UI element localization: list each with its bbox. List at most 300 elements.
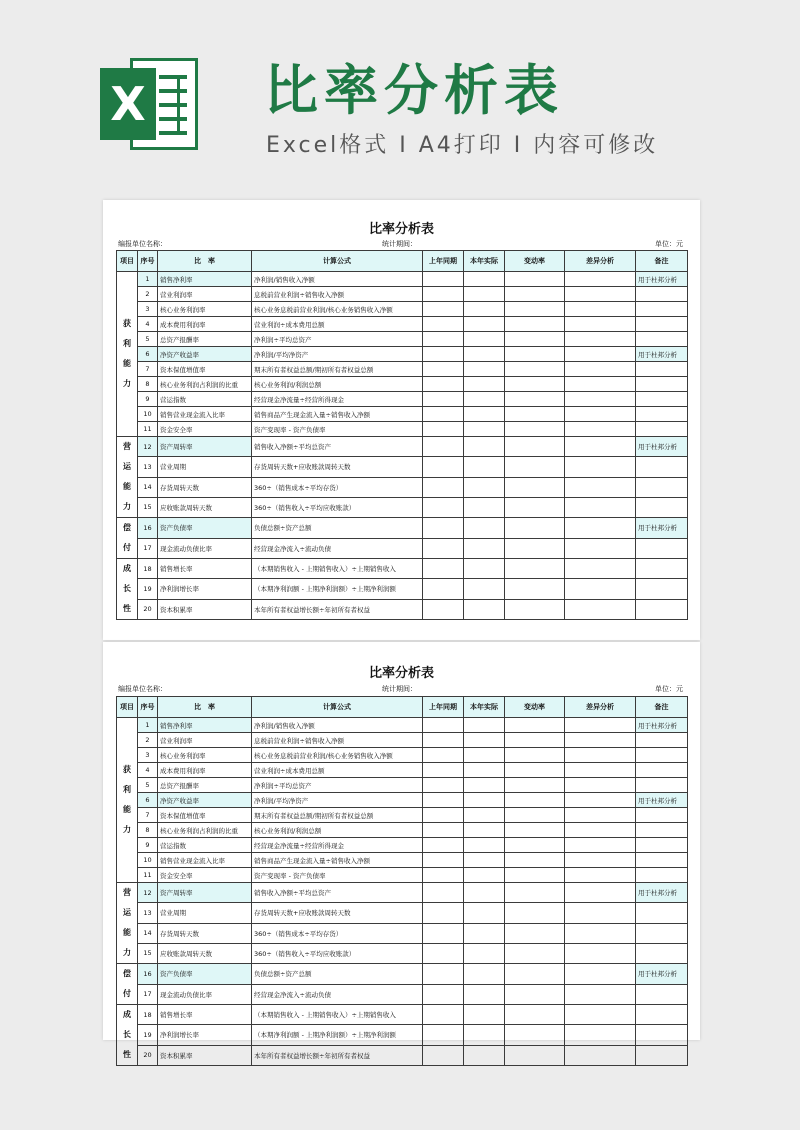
this-year-cell[interactable]	[464, 943, 505, 963]
last-year-cell[interactable]	[423, 868, 464, 883]
change-rate-cell[interactable]	[505, 763, 565, 778]
formula-cell[interactable]: 资产变现率 - 资产负债率	[252, 868, 423, 883]
ratio-name-cell[interactable]: 营业周期	[158, 903, 252, 923]
ratio-name-cell[interactable]: 销售净利率	[158, 718, 252, 733]
this-year-cell[interactable]	[464, 332, 505, 347]
row-number-cell[interactable]: 12	[138, 437, 158, 457]
row-number-cell[interactable]: 12	[138, 883, 158, 903]
row-number-cell[interactable]: 3	[138, 748, 158, 763]
variance-analysis-cell[interactable]	[565, 497, 636, 517]
variance-analysis-cell[interactable]	[565, 778, 636, 793]
change-rate-cell[interactable]	[505, 538, 565, 559]
note-cell[interactable]	[636, 763, 688, 778]
last-year-cell[interactable]	[423, 347, 464, 362]
ratio-name-cell[interactable]: 资本保值增值率	[158, 808, 252, 823]
note-cell[interactable]	[636, 302, 688, 317]
note-cell[interactable]	[636, 838, 688, 853]
note-cell[interactable]	[636, 853, 688, 868]
formula-cell[interactable]: （本期净利润额 - 上期净利润额）÷上期净利润额	[252, 1025, 423, 1045]
ratio-name-cell[interactable]: 成本费用利润率	[158, 317, 252, 332]
this-year-cell[interactable]	[464, 923, 505, 943]
row-number-cell[interactable]: 2	[138, 733, 158, 748]
last-year-cell[interactable]	[423, 392, 464, 407]
ratio-name-cell[interactable]: 净资产收益率	[158, 347, 252, 362]
formula-cell[interactable]: 核心业务息税前营业利润/核心业务销售收入净额	[252, 748, 423, 763]
row-number-cell[interactable]: 20	[138, 1045, 158, 1065]
ratio-name-cell[interactable]: 净利润增长率	[158, 1025, 252, 1045]
change-rate-cell[interactable]	[505, 302, 565, 317]
this-year-cell[interactable]	[464, 392, 505, 407]
change-rate-cell[interactable]	[505, 518, 565, 539]
variance-analysis-cell[interactable]	[565, 923, 636, 943]
last-year-cell[interactable]	[423, 838, 464, 853]
row-number-cell[interactable]: 10	[138, 407, 158, 422]
variance-analysis-cell[interactable]	[565, 718, 636, 733]
row-number-cell[interactable]: 10	[138, 853, 158, 868]
formula-cell[interactable]: 营业利润÷成本费用总额	[252, 317, 423, 332]
ratio-name-cell[interactable]: 营运指数	[158, 838, 252, 853]
change-rate-cell[interactable]	[505, 964, 565, 985]
variance-analysis-cell[interactable]	[565, 287, 636, 302]
this-year-cell[interactable]	[464, 853, 505, 868]
note-cell[interactable]	[636, 477, 688, 497]
ratio-name-cell[interactable]: 应收账款周转天数	[158, 497, 252, 517]
variance-analysis-cell[interactable]	[565, 272, 636, 287]
note-cell[interactable]: 用于杜邦分析	[636, 347, 688, 362]
row-number-cell[interactable]: 19	[138, 579, 158, 599]
last-year-cell[interactable]	[423, 377, 464, 392]
row-number-cell[interactable]: 5	[138, 332, 158, 347]
this-year-cell[interactable]	[464, 302, 505, 317]
last-year-cell[interactable]	[423, 943, 464, 963]
formula-cell[interactable]: 负债总额÷资产总额	[252, 964, 423, 985]
row-number-cell[interactable]: 14	[138, 477, 158, 497]
change-rate-cell[interactable]	[505, 883, 565, 903]
this-year-cell[interactable]	[464, 1025, 505, 1045]
change-rate-cell[interactable]	[505, 823, 565, 838]
row-number-cell[interactable]: 13	[138, 457, 158, 477]
note-cell[interactable]	[636, 362, 688, 377]
row-number-cell[interactable]: 18	[138, 1005, 158, 1025]
ratio-name-cell[interactable]: 核心业务利润率	[158, 748, 252, 763]
last-year-cell[interactable]	[423, 497, 464, 517]
variance-analysis-cell[interactable]	[565, 838, 636, 853]
change-rate-cell[interactable]	[505, 287, 565, 302]
row-number-cell[interactable]: 11	[138, 422, 158, 437]
last-year-cell[interactable]	[423, 883, 464, 903]
ratio-name-cell[interactable]: 销售营业现金流入比率	[158, 853, 252, 868]
last-year-cell[interactable]	[423, 903, 464, 923]
this-year-cell[interactable]	[464, 838, 505, 853]
last-year-cell[interactable]	[423, 808, 464, 823]
last-year-cell[interactable]	[423, 733, 464, 748]
ratio-name-cell[interactable]: 资产负债率	[158, 518, 252, 539]
last-year-cell[interactable]	[423, 823, 464, 838]
last-year-cell[interactable]	[423, 1005, 464, 1025]
last-year-cell[interactable]	[423, 287, 464, 302]
this-year-cell[interactable]	[464, 497, 505, 517]
last-year-cell[interactable]	[423, 317, 464, 332]
change-rate-cell[interactable]	[505, 838, 565, 853]
last-year-cell[interactable]	[423, 599, 464, 619]
this-year-cell[interactable]	[464, 599, 505, 619]
row-number-cell[interactable]: 1	[138, 272, 158, 287]
this-year-cell[interactable]	[464, 823, 505, 838]
this-year-cell[interactable]	[464, 287, 505, 302]
formula-cell[interactable]: 期末所有者权益总额/期初所有者权益总额	[252, 808, 423, 823]
formula-cell[interactable]: （本期净利润额 - 上期净利润额）÷上期净利润额	[252, 579, 423, 599]
this-year-cell[interactable]	[464, 763, 505, 778]
formula-cell[interactable]: 销售收入净额÷平均总资产	[252, 437, 423, 457]
note-cell[interactable]: 用于杜邦分析	[636, 793, 688, 808]
last-year-cell[interactable]	[423, 538, 464, 559]
change-rate-cell[interactable]	[505, 1045, 565, 1065]
this-year-cell[interactable]	[464, 457, 505, 477]
row-number-cell[interactable]: 5	[138, 778, 158, 793]
variance-analysis-cell[interactable]	[565, 964, 636, 985]
this-year-cell[interactable]	[464, 718, 505, 733]
row-number-cell[interactable]: 16	[138, 964, 158, 985]
change-rate-cell[interactable]	[505, 718, 565, 733]
ratio-name-cell[interactable]: 现金流动负债比率	[158, 538, 252, 559]
note-cell[interactable]	[636, 823, 688, 838]
this-year-cell[interactable]	[464, 868, 505, 883]
variance-analysis-cell[interactable]	[565, 903, 636, 923]
ratio-name-cell[interactable]: 营业利润率	[158, 733, 252, 748]
this-year-cell[interactable]	[464, 1045, 505, 1065]
ratio-name-cell[interactable]: 总资产报酬率	[158, 332, 252, 347]
change-rate-cell[interactable]	[505, 1005, 565, 1025]
this-year-cell[interactable]	[464, 407, 505, 422]
variance-analysis-cell[interactable]	[565, 559, 636, 579]
change-rate-cell[interactable]	[505, 853, 565, 868]
change-rate-cell[interactable]	[505, 748, 565, 763]
variance-analysis-cell[interactable]	[565, 317, 636, 332]
formula-cell[interactable]: 净利润/销售收入净额	[252, 272, 423, 287]
row-number-cell[interactable]: 9	[138, 838, 158, 853]
last-year-cell[interactable]	[423, 793, 464, 808]
note-cell[interactable]: 用于杜邦分析	[636, 718, 688, 733]
variance-analysis-cell[interactable]	[565, 392, 636, 407]
note-cell[interactable]	[636, 943, 688, 963]
last-year-cell[interactable]	[423, 407, 464, 422]
variance-analysis-cell[interactable]	[565, 763, 636, 778]
variance-analysis-cell[interactable]	[565, 1045, 636, 1065]
formula-cell[interactable]: 360÷（销售成本÷平均存货）	[252, 923, 423, 943]
formula-cell[interactable]: 经营现金净流量÷经营所得现金	[252, 838, 423, 853]
formula-cell[interactable]: 经营现金净流入÷流动负债	[252, 984, 423, 1005]
formula-cell[interactable]: 净利润/销售收入净额	[252, 718, 423, 733]
ratio-name-cell[interactable]: 存货周转天数	[158, 923, 252, 943]
this-year-cell[interactable]	[464, 347, 505, 362]
this-year-cell[interactable]	[464, 272, 505, 287]
last-year-cell[interactable]	[423, 778, 464, 793]
change-rate-cell[interactable]	[505, 317, 565, 332]
this-year-cell[interactable]	[464, 538, 505, 559]
ratio-name-cell[interactable]: 资本积累率	[158, 599, 252, 619]
this-year-cell[interactable]	[464, 984, 505, 1005]
note-cell[interactable]	[636, 407, 688, 422]
change-rate-cell[interactable]	[505, 362, 565, 377]
variance-analysis-cell[interactable]	[565, 883, 636, 903]
variance-analysis-cell[interactable]	[565, 518, 636, 539]
ratio-name-cell[interactable]: 资本保值增值率	[158, 362, 252, 377]
formula-cell[interactable]: 本年所有者权益增长额÷年初所有者权益	[252, 1045, 423, 1065]
note-cell[interactable]	[636, 778, 688, 793]
formula-cell[interactable]: 净利润÷平均总资产	[252, 332, 423, 347]
variance-analysis-cell[interactable]	[565, 457, 636, 477]
last-year-cell[interactable]	[423, 272, 464, 287]
note-cell[interactable]: 用于杜邦分析	[636, 272, 688, 287]
note-cell[interactable]	[636, 1045, 688, 1065]
change-rate-cell[interactable]	[505, 793, 565, 808]
row-number-cell[interactable]: 1	[138, 718, 158, 733]
note-cell[interactable]	[636, 868, 688, 883]
note-cell[interactable]	[636, 1025, 688, 1045]
row-number-cell[interactable]: 8	[138, 377, 158, 392]
change-rate-cell[interactable]	[505, 437, 565, 457]
note-cell[interactable]	[636, 733, 688, 748]
formula-cell[interactable]: 360÷（销售收入÷平均应收账款）	[252, 497, 423, 517]
last-year-cell[interactable]	[423, 518, 464, 539]
variance-analysis-cell[interactable]	[565, 1005, 636, 1025]
this-year-cell[interactable]	[464, 422, 505, 437]
variance-analysis-cell[interactable]	[565, 579, 636, 599]
ratio-name-cell[interactable]: 存货周转天数	[158, 477, 252, 497]
change-rate-cell[interactable]	[505, 733, 565, 748]
last-year-cell[interactable]	[423, 1025, 464, 1045]
note-cell[interactable]	[636, 317, 688, 332]
variance-analysis-cell[interactable]	[565, 477, 636, 497]
ratio-name-cell[interactable]: 净利润增长率	[158, 579, 252, 599]
ratio-name-cell[interactable]: 销售营业现金流入比率	[158, 407, 252, 422]
ratio-name-cell[interactable]: 资本积累率	[158, 1045, 252, 1065]
note-cell[interactable]	[636, 497, 688, 517]
variance-analysis-cell[interactable]	[565, 853, 636, 868]
variance-analysis-cell[interactable]	[565, 422, 636, 437]
change-rate-cell[interactable]	[505, 778, 565, 793]
variance-analysis-cell[interactable]	[565, 377, 636, 392]
row-number-cell[interactable]: 4	[138, 317, 158, 332]
ratio-name-cell[interactable]: 资金安全率	[158, 422, 252, 437]
row-number-cell[interactable]: 9	[138, 392, 158, 407]
note-cell[interactable]: 用于杜邦分析	[636, 883, 688, 903]
ratio-name-cell[interactable]: 营业利润率	[158, 287, 252, 302]
change-rate-cell[interactable]	[505, 272, 565, 287]
change-rate-cell[interactable]	[505, 923, 565, 943]
variance-analysis-cell[interactable]	[565, 437, 636, 457]
this-year-cell[interactable]	[464, 362, 505, 377]
variance-analysis-cell[interactable]	[565, 407, 636, 422]
row-number-cell[interactable]: 11	[138, 868, 158, 883]
note-cell[interactable]	[636, 923, 688, 943]
row-number-cell[interactable]: 2	[138, 287, 158, 302]
change-rate-cell[interactable]	[505, 457, 565, 477]
formula-cell[interactable]: 销售收入净额÷平均总资产	[252, 883, 423, 903]
last-year-cell[interactable]	[423, 302, 464, 317]
variance-analysis-cell[interactable]	[565, 748, 636, 763]
ratio-name-cell[interactable]: 资产负债率	[158, 964, 252, 985]
note-cell[interactable]	[636, 599, 688, 619]
note-cell[interactable]	[636, 538, 688, 559]
row-number-cell[interactable]: 4	[138, 763, 158, 778]
ratio-name-cell[interactable]: 成本费用利润率	[158, 763, 252, 778]
formula-cell[interactable]: 期末所有者权益总额/期初所有者权益总额	[252, 362, 423, 377]
formula-cell[interactable]: 核心业务利润/利润总额	[252, 823, 423, 838]
variance-analysis-cell[interactable]	[565, 823, 636, 838]
this-year-cell[interactable]	[464, 377, 505, 392]
this-year-cell[interactable]	[464, 964, 505, 985]
formula-cell[interactable]: 息税前营业利润÷销售收入净额	[252, 287, 423, 302]
variance-analysis-cell[interactable]	[565, 347, 636, 362]
this-year-cell[interactable]	[464, 793, 505, 808]
this-year-cell[interactable]	[464, 559, 505, 579]
change-rate-cell[interactable]	[505, 332, 565, 347]
variance-analysis-cell[interactable]	[565, 808, 636, 823]
formula-cell[interactable]: 存货周转天数+应收账款周转天数	[252, 457, 423, 477]
ratio-name-cell[interactable]: 资产周转率	[158, 437, 252, 457]
last-year-cell[interactable]	[423, 763, 464, 778]
change-rate-cell[interactable]	[505, 579, 565, 599]
note-cell[interactable]	[636, 287, 688, 302]
last-year-cell[interactable]	[423, 579, 464, 599]
change-rate-cell[interactable]	[505, 943, 565, 963]
last-year-cell[interactable]	[423, 477, 464, 497]
variance-analysis-cell[interactable]	[565, 599, 636, 619]
this-year-cell[interactable]	[464, 1005, 505, 1025]
last-year-cell[interactable]	[423, 457, 464, 477]
last-year-cell[interactable]	[423, 437, 464, 457]
variance-analysis-cell[interactable]	[565, 362, 636, 377]
ratio-name-cell[interactable]: 总资产报酬率	[158, 778, 252, 793]
change-rate-cell[interactable]	[505, 422, 565, 437]
formula-cell[interactable]: 经营现金净流入÷流动负债	[252, 538, 423, 559]
formula-cell[interactable]: 销售商品产生现金流入量÷销售收入净额	[252, 407, 423, 422]
this-year-cell[interactable]	[464, 903, 505, 923]
last-year-cell[interactable]	[423, 853, 464, 868]
ratio-name-cell[interactable]: 核心业务利润率	[158, 302, 252, 317]
note-cell[interactable]	[636, 984, 688, 1005]
formula-cell[interactable]: （本期销售收入 - 上期销售收入）÷上期销售收入	[252, 1005, 423, 1025]
this-year-cell[interactable]	[464, 317, 505, 332]
last-year-cell[interactable]	[423, 964, 464, 985]
row-number-cell[interactable]: 15	[138, 943, 158, 963]
row-number-cell[interactable]: 7	[138, 808, 158, 823]
note-cell[interactable]: 用于杜邦分析	[636, 964, 688, 985]
change-rate-cell[interactable]	[505, 407, 565, 422]
row-number-cell[interactable]: 14	[138, 923, 158, 943]
formula-cell[interactable]: 负债总额÷资产总额	[252, 518, 423, 539]
variance-analysis-cell[interactable]	[565, 1025, 636, 1045]
change-rate-cell[interactable]	[505, 599, 565, 619]
ratio-name-cell[interactable]: 资金安全率	[158, 868, 252, 883]
change-rate-cell[interactable]	[505, 984, 565, 1005]
formula-cell[interactable]: 销售商品产生现金流入量÷销售收入净额	[252, 853, 423, 868]
variance-analysis-cell[interactable]	[565, 332, 636, 347]
last-year-cell[interactable]	[423, 559, 464, 579]
note-cell[interactable]	[636, 808, 688, 823]
note-cell[interactable]	[636, 903, 688, 923]
note-cell[interactable]	[636, 422, 688, 437]
this-year-cell[interactable]	[464, 733, 505, 748]
note-cell[interactable]	[636, 332, 688, 347]
row-number-cell[interactable]: 19	[138, 1025, 158, 1045]
last-year-cell[interactable]	[423, 718, 464, 733]
note-cell[interactable]	[636, 392, 688, 407]
variance-analysis-cell[interactable]	[565, 793, 636, 808]
formula-cell[interactable]: 本年所有者权益增长额÷年初所有者权益	[252, 599, 423, 619]
last-year-cell[interactable]	[423, 332, 464, 347]
formula-cell[interactable]: （本期销售收入 - 上期销售收入）÷上期销售收入	[252, 559, 423, 579]
ratio-name-cell[interactable]: 核心业务利润占利润的比重	[158, 377, 252, 392]
ratio-name-cell[interactable]: 应收账款周转天数	[158, 943, 252, 963]
change-rate-cell[interactable]	[505, 477, 565, 497]
row-number-cell[interactable]: 6	[138, 347, 158, 362]
formula-cell[interactable]: 净利润÷平均总资产	[252, 778, 423, 793]
this-year-cell[interactable]	[464, 579, 505, 599]
change-rate-cell[interactable]	[505, 1025, 565, 1045]
formula-cell[interactable]: 营业利润÷成本费用总额	[252, 763, 423, 778]
formula-cell[interactable]: 净利润/平均净资产	[252, 347, 423, 362]
last-year-cell[interactable]	[423, 923, 464, 943]
row-number-cell[interactable]: 13	[138, 903, 158, 923]
this-year-cell[interactable]	[464, 437, 505, 457]
formula-cell[interactable]: 360÷（销售收入÷平均应收账款）	[252, 943, 423, 963]
ratio-name-cell[interactable]: 销售增长率	[158, 1005, 252, 1025]
row-number-cell[interactable]: 6	[138, 793, 158, 808]
formula-cell[interactable]: 存货周转天数+应收账款周转天数	[252, 903, 423, 923]
formula-cell[interactable]: 资产变现率 - 资产负债率	[252, 422, 423, 437]
row-number-cell[interactable]: 16	[138, 518, 158, 539]
this-year-cell[interactable]	[464, 808, 505, 823]
note-cell[interactable]: 用于杜邦分析	[636, 437, 688, 457]
ratio-name-cell[interactable]: 净资产收益率	[158, 793, 252, 808]
row-number-cell[interactable]: 15	[138, 497, 158, 517]
this-year-cell[interactable]	[464, 477, 505, 497]
this-year-cell[interactable]	[464, 748, 505, 763]
row-number-cell[interactable]: 20	[138, 599, 158, 619]
ratio-name-cell[interactable]: 销售净利率	[158, 272, 252, 287]
ratio-name-cell[interactable]: 现金流动负债比率	[158, 984, 252, 1005]
formula-cell[interactable]: 净利润/平均净资产	[252, 793, 423, 808]
change-rate-cell[interactable]	[505, 347, 565, 362]
row-number-cell[interactable]: 17	[138, 538, 158, 559]
change-rate-cell[interactable]	[505, 497, 565, 517]
last-year-cell[interactable]	[423, 748, 464, 763]
ratio-name-cell[interactable]: 核心业务利润占利润的比重	[158, 823, 252, 838]
this-year-cell[interactable]	[464, 518, 505, 539]
last-year-cell[interactable]	[423, 362, 464, 377]
change-rate-cell[interactable]	[505, 392, 565, 407]
last-year-cell[interactable]	[423, 422, 464, 437]
variance-analysis-cell[interactable]	[565, 984, 636, 1005]
change-rate-cell[interactable]	[505, 903, 565, 923]
variance-analysis-cell[interactable]	[565, 733, 636, 748]
change-rate-cell[interactable]	[505, 808, 565, 823]
ratio-name-cell[interactable]: 销售增长率	[158, 559, 252, 579]
this-year-cell[interactable]	[464, 778, 505, 793]
note-cell[interactable]	[636, 559, 688, 579]
ratio-name-cell[interactable]: 营运指数	[158, 392, 252, 407]
row-number-cell[interactable]: 3	[138, 302, 158, 317]
note-cell[interactable]	[636, 579, 688, 599]
variance-analysis-cell[interactable]	[565, 302, 636, 317]
change-rate-cell[interactable]	[505, 868, 565, 883]
ratio-name-cell[interactable]: 营业周期	[158, 457, 252, 477]
note-cell[interactable]	[636, 457, 688, 477]
row-number-cell[interactable]: 8	[138, 823, 158, 838]
formula-cell[interactable]: 息税前营业利润÷销售收入净额	[252, 733, 423, 748]
